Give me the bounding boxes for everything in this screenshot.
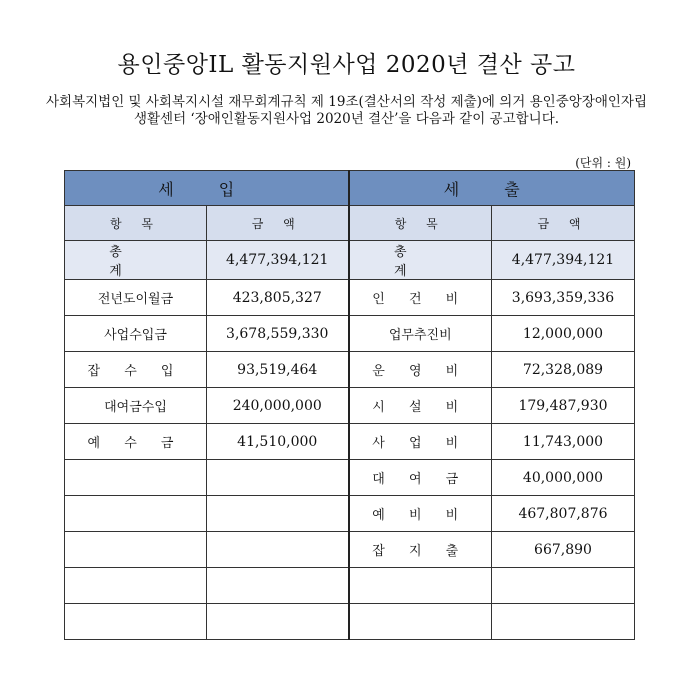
income-amount bbox=[207, 496, 349, 532]
income-amount bbox=[207, 532, 349, 568]
expense-item: 업무추진비 bbox=[349, 316, 492, 352]
expense-amount: 11,743,000 bbox=[492, 424, 635, 460]
income-item: 대여금수입 bbox=[65, 388, 207, 424]
expense-item: 사 업 비 bbox=[349, 424, 492, 460]
table-row bbox=[65, 352, 635, 388]
expense-item bbox=[349, 568, 492, 604]
expense-amount: 179,487,930 bbox=[492, 388, 635, 424]
unit-label: (단위 : 원) bbox=[575, 156, 631, 170]
expense-amount: 40,000,000 bbox=[492, 460, 635, 496]
expense-amount: 667,890 bbox=[492, 532, 635, 568]
income-header: 세 입 bbox=[65, 171, 349, 206]
total-row bbox=[65, 241, 635, 280]
expense-item: 인 건 비 bbox=[349, 280, 492, 316]
expense-item: 대 여 금 bbox=[349, 460, 492, 496]
table-row bbox=[65, 604, 635, 640]
income-item bbox=[65, 460, 207, 496]
income-item-header: 항 목 bbox=[65, 206, 207, 241]
income-amount-header: 금 액 bbox=[207, 206, 349, 241]
table-row bbox=[65, 316, 635, 352]
settlement-table bbox=[64, 170, 635, 640]
expense-item: 잡 지 출 bbox=[349, 532, 492, 568]
expense-amount bbox=[492, 604, 635, 640]
page-title: 용인중앙IL 활동지원사업 2020년 결산 공고 bbox=[117, 52, 576, 78]
table-row bbox=[65, 424, 635, 460]
income-amount: 93,519,464 bbox=[207, 352, 349, 388]
expense-amount: 3,693,359,336 bbox=[492, 280, 635, 316]
income-item bbox=[65, 496, 207, 532]
income-amount: 41,510,000 bbox=[207, 424, 349, 460]
income-amount: 3,678,559,330 bbox=[207, 316, 349, 352]
income-total-amount: 4,477,394,121 bbox=[207, 241, 349, 280]
column-header-row bbox=[65, 206, 635, 241]
expense-item: 시 설 비 bbox=[349, 388, 492, 424]
table-row bbox=[65, 388, 635, 424]
expense-item bbox=[349, 604, 492, 640]
expense-amount: 12,000,000 bbox=[492, 316, 635, 352]
table-row bbox=[65, 532, 635, 568]
expense-amount bbox=[492, 568, 635, 604]
income-item: 잡 수 입 bbox=[65, 352, 207, 388]
income-item bbox=[65, 532, 207, 568]
expense-item: 예 비 비 bbox=[349, 496, 492, 532]
table-header-row bbox=[65, 171, 635, 206]
table-row bbox=[65, 496, 635, 532]
table-row bbox=[65, 460, 635, 496]
expense-amount-header: 금 액 bbox=[492, 206, 635, 241]
income-amount: 240,000,000 bbox=[207, 388, 349, 424]
expense-total-label: 총 계 bbox=[349, 241, 492, 280]
income-item: 예 수 금 bbox=[65, 424, 207, 460]
expense-item: 운 영 비 bbox=[349, 352, 492, 388]
income-item bbox=[65, 568, 207, 604]
income-amount bbox=[207, 460, 349, 496]
expense-amount: 72,328,089 bbox=[492, 352, 635, 388]
expense-item-header: 항 목 bbox=[349, 206, 492, 241]
income-item bbox=[65, 604, 207, 640]
income-amount: 423,805,327 bbox=[207, 280, 349, 316]
income-item: 전년도이월금 bbox=[65, 280, 207, 316]
expense-header: 세 출 bbox=[349, 171, 635, 206]
intro-paragraph: 사회복지법인 및 사회복지시설 재무회계규칙 제 19조(결산서의 작성 제출)에 의거 용인중앙장애인자립생활센터 ‘장애인활동지원사업 2020년 결산’을 다음과 같이 공고합니다. bbox=[45, 94, 647, 127]
table-row bbox=[65, 568, 635, 604]
income-item: 사업수입금 bbox=[65, 316, 207, 352]
expense-amount: 467,807,876 bbox=[492, 496, 635, 532]
income-total-label: 총 계 bbox=[65, 241, 207, 280]
expense-total-amount: 4,477,394,121 bbox=[492, 241, 635, 280]
income-amount bbox=[207, 568, 349, 604]
table-row bbox=[65, 280, 635, 316]
income-amount bbox=[207, 604, 349, 640]
